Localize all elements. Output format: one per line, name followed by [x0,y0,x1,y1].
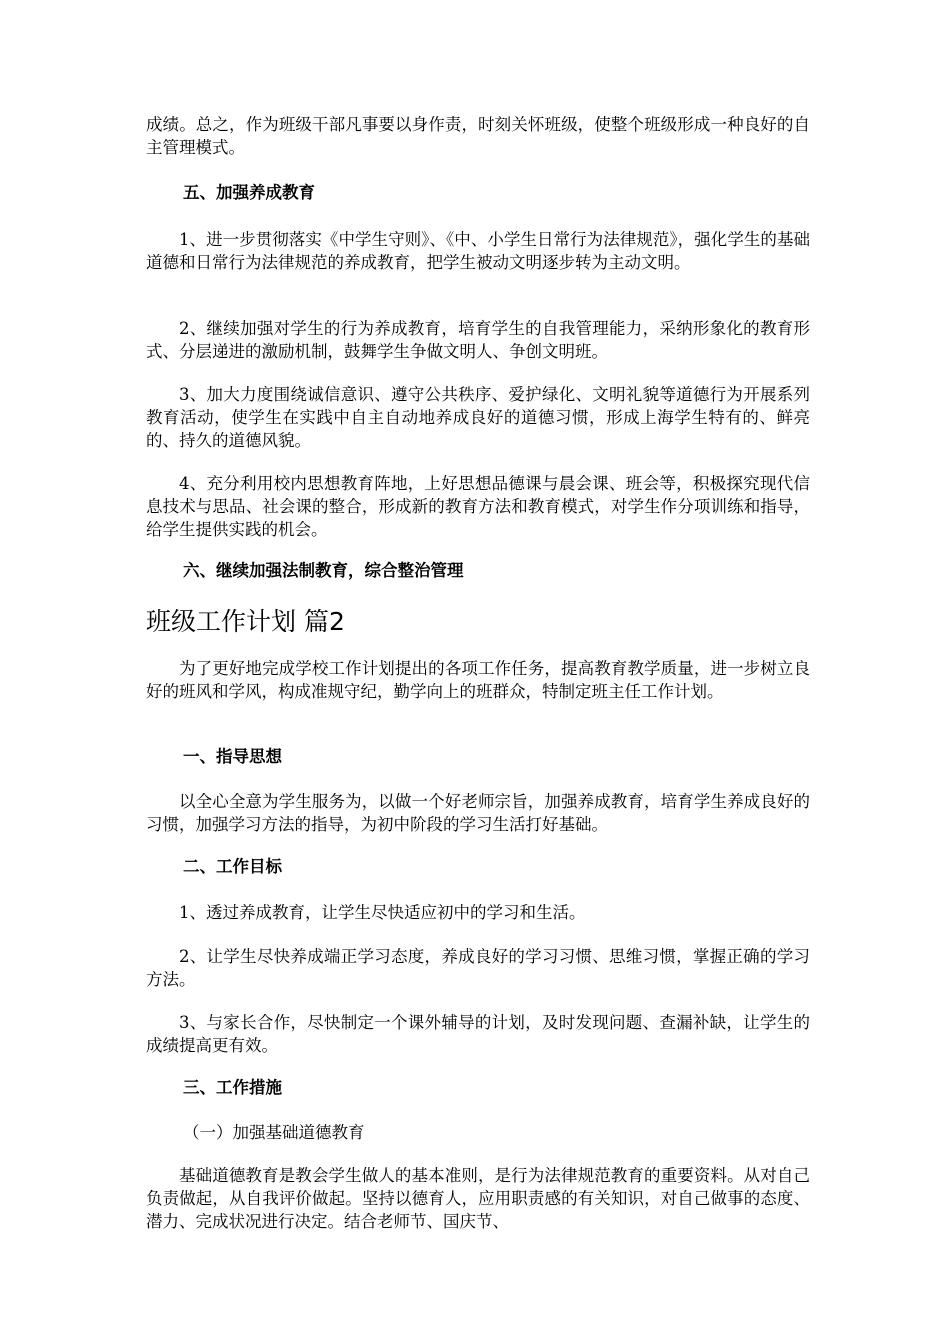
section-heading-5: 五、加强养成教育 [183,183,315,202]
paragraph-5-4: 4、充分利用校内思想教育阵地，上好思想品德课与晨会课、班会等，积极探究现代信息技术与思品、社会课的整合，形成新的教育方法和教育模式，对学生作分项训练和指导，给学生提供实践的机会。 [146,474,810,539]
section-heading-6: 六、继续加强法制教育，综合整治管理 [183,561,464,580]
section-heading-3: 三、工作措施 [183,1078,282,1097]
paragraph-intro: 为了更好地完成学校工作计划提出的各项工作任务，提高教育教学质量，进一步树立良好的班风和学风，构成准规守纪，勤学向上的班群众，特制定班主任工作计划。 [146,659,810,701]
paragraph-5-3: 3、加大力度围绕诚信意识、遵守公共秩序、爱护绿化、文明礼貌等道德行为开展系列教育活动，使学生在实践中自主自动地养成良好的道德习惯，形成上海学生特有的、鲜亮的、持久的道德风貌。 [146,385,810,450]
paragraph-moral-education: 基础道德教育是教会学生做人的基本准则，是行为法律规范教育的重要资料。从对自己负责做起，从自我评价做起。坚持以德育人，应用职责感的有关知识，对自己做事的态度、潜力、完成状况进行决定。结合老师节、国庆节、 [146,1166,810,1231]
paragraph-continuation: 成绩。总之，作为班级干部凡事要以身作责，时刻关怀班级，使整个班级形成一种良好的自主管理模式。 [146,115,810,157]
paragraph-5-1: 1、进一步贯彻落实《中学生守则》、《中、小学生日常行为法律规范》，强化学生的基础道德和日常行为法律规范的养成教育，把学生被动文明逐步转为主动文明。 [146,230,810,272]
article-title: 班级工作计划 篇2 [146,607,345,636]
paragraph-goal-2: 2、让学生尽快养成端正学习态度，养成良好的学习习惯、思维习惯，掌握正确的学习方法。 [146,947,810,989]
paragraph-guiding-idea: 以全心全意为学生服务为，以做一个好老师宗旨，加强养成教育，培育学生养成良好的习惯，加强学习方法的指导，为初中阶段的学习生活打好基础。 [146,792,810,834]
section-heading-1: 一、指导思想 [183,747,282,766]
paragraph-goal-3: 3、与家长合作，尽快制定一个课外辅导的计划，及时发现问题、查漏补缺，让学生的成绩提高更有效。 [146,1013,810,1055]
paragraph-5-2: 2、继续加强对学生的行为养成教育，培育学生的自我管理能力，采纳形象化的教育形式、分层递进的激励机制，鼓舞学生争做文明人、争创文明班。 [146,319,810,361]
subsection-heading-1: （一）加强基础道德教育 [183,1123,365,1142]
section-heading-2: 二、工作目标 [183,857,282,876]
paragraph-goal-1: 1、透过养成教育，让学生尽快适应初中的学习和生活。 [179,903,586,922]
